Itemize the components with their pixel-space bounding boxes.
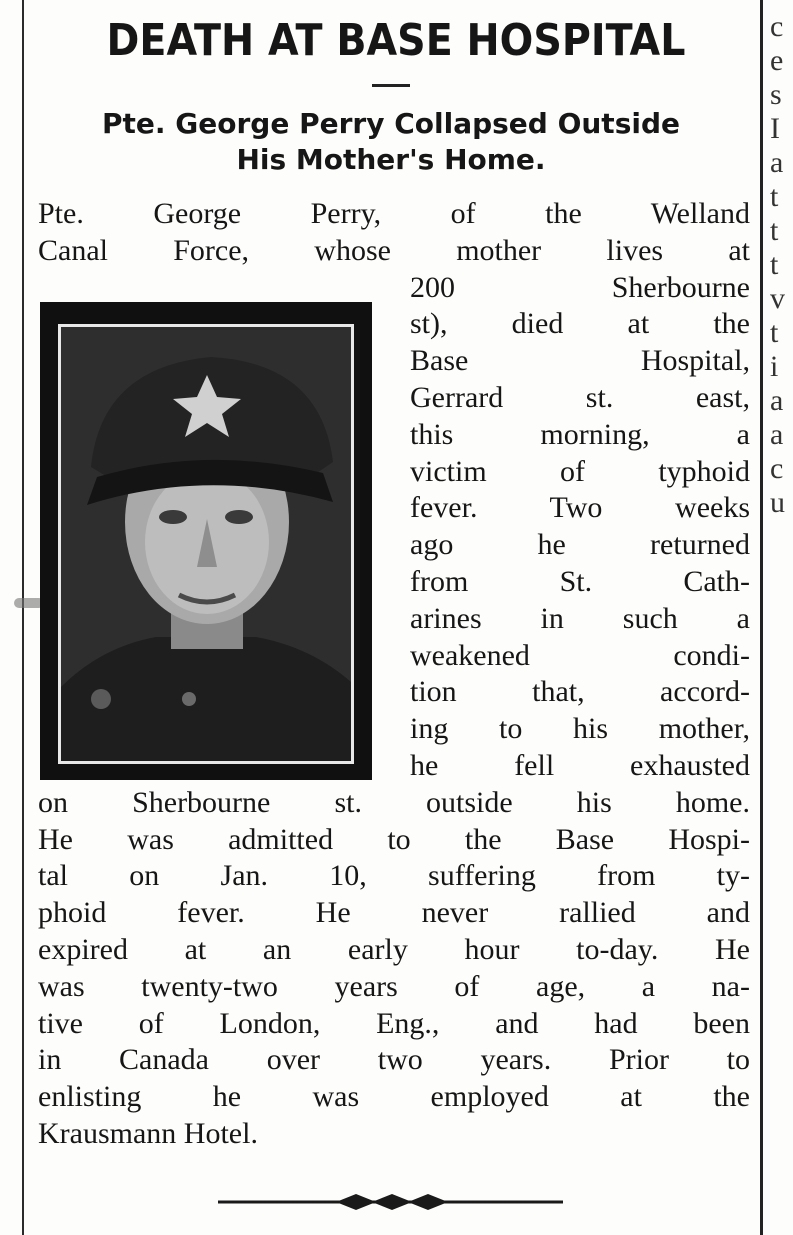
body-line: fever. Two weeks (410, 491, 750, 525)
end-ornament-divider (218, 1192, 563, 1212)
body-line: on Sherbourne st. outside his home. (38, 785, 750, 819)
adjacent-column-letter: i (770, 350, 779, 383)
body-line: Canal Force, whose mother lives at (38, 233, 750, 267)
body-line: ago he returned (410, 528, 750, 562)
article-body (38, 196, 750, 1153)
body-line: enlisting he was employed at the (38, 1080, 750, 1114)
adjacent-column-letter: s (770, 78, 782, 111)
body-line: he fell exhausted (410, 748, 750, 782)
body-line: Krausmann Hotel. (38, 1116, 258, 1150)
column-rule-right (760, 0, 763, 1235)
body-line: Pte. George Perry, of the Welland (38, 197, 750, 230)
body-line: tal on Jan. 10, suffering from ty- (38, 859, 750, 893)
body-line: st), died at the (410, 307, 750, 341)
adjacent-column-letter: c (770, 10, 784, 43)
body-lines-beside-photo (38, 270, 750, 785)
body-line: 200 Sherbourne (410, 270, 750, 304)
adjacent-column-letter: a (770, 384, 784, 417)
adjacent-column-letter: e (770, 44, 784, 77)
body-line: phoid fever. He never rallied and (38, 896, 750, 930)
body-line: from St. Cath- (410, 564, 750, 598)
subheadline-line-2: His Mother's Home. (236, 143, 546, 176)
adjacent-column-letter: a (770, 146, 784, 179)
adjacent-column-fragment (770, 10, 790, 610)
headline-dash-divider (372, 84, 410, 87)
adjacent-column-letter: a (770, 418, 784, 451)
body-line: tive of London, Eng., and had been (38, 1006, 750, 1040)
column-rule-left (22, 0, 24, 1235)
adjacent-column-letter: t (770, 214, 779, 247)
headline: DEATH AT BASE HOSPITAL (106, 15, 686, 66)
subheadline (30, 106, 752, 178)
body-lines-below-photo (38, 785, 750, 1153)
body-line: expired at an early hour to-day. He (38, 932, 750, 966)
subheadline-line-1: Pte. George Perry Collapsed Outside (102, 107, 680, 140)
body-line: ing to his mother, (410, 712, 750, 746)
adjacent-column-letter: u (770, 486, 785, 519)
body-line: victim of typhoid (410, 454, 750, 488)
body-line: tion that, accord- (410, 675, 750, 709)
body-line: Gerrard st. east, (410, 380, 750, 414)
body-line: was twenty-two years of age, a na- (38, 969, 750, 1003)
adjacent-column-letter: v (770, 282, 785, 315)
adjacent-column-letter: c (770, 452, 784, 485)
body-line: this morning, a (410, 417, 750, 451)
adjacent-column-letter: t (770, 316, 779, 349)
body-line: Base Hospital, (410, 344, 750, 378)
adjacent-column-letter: I (770, 112, 780, 145)
adjacent-column-letter: t (770, 248, 779, 281)
adjacent-column-letter: t (770, 180, 779, 213)
body-line: weakened condi- (410, 638, 750, 672)
body-line: arines in such a (410, 601, 750, 635)
body-line: He was admitted to the Base Hospi- (38, 822, 750, 856)
body-line: in Canada over two years. Prior to (38, 1043, 750, 1077)
